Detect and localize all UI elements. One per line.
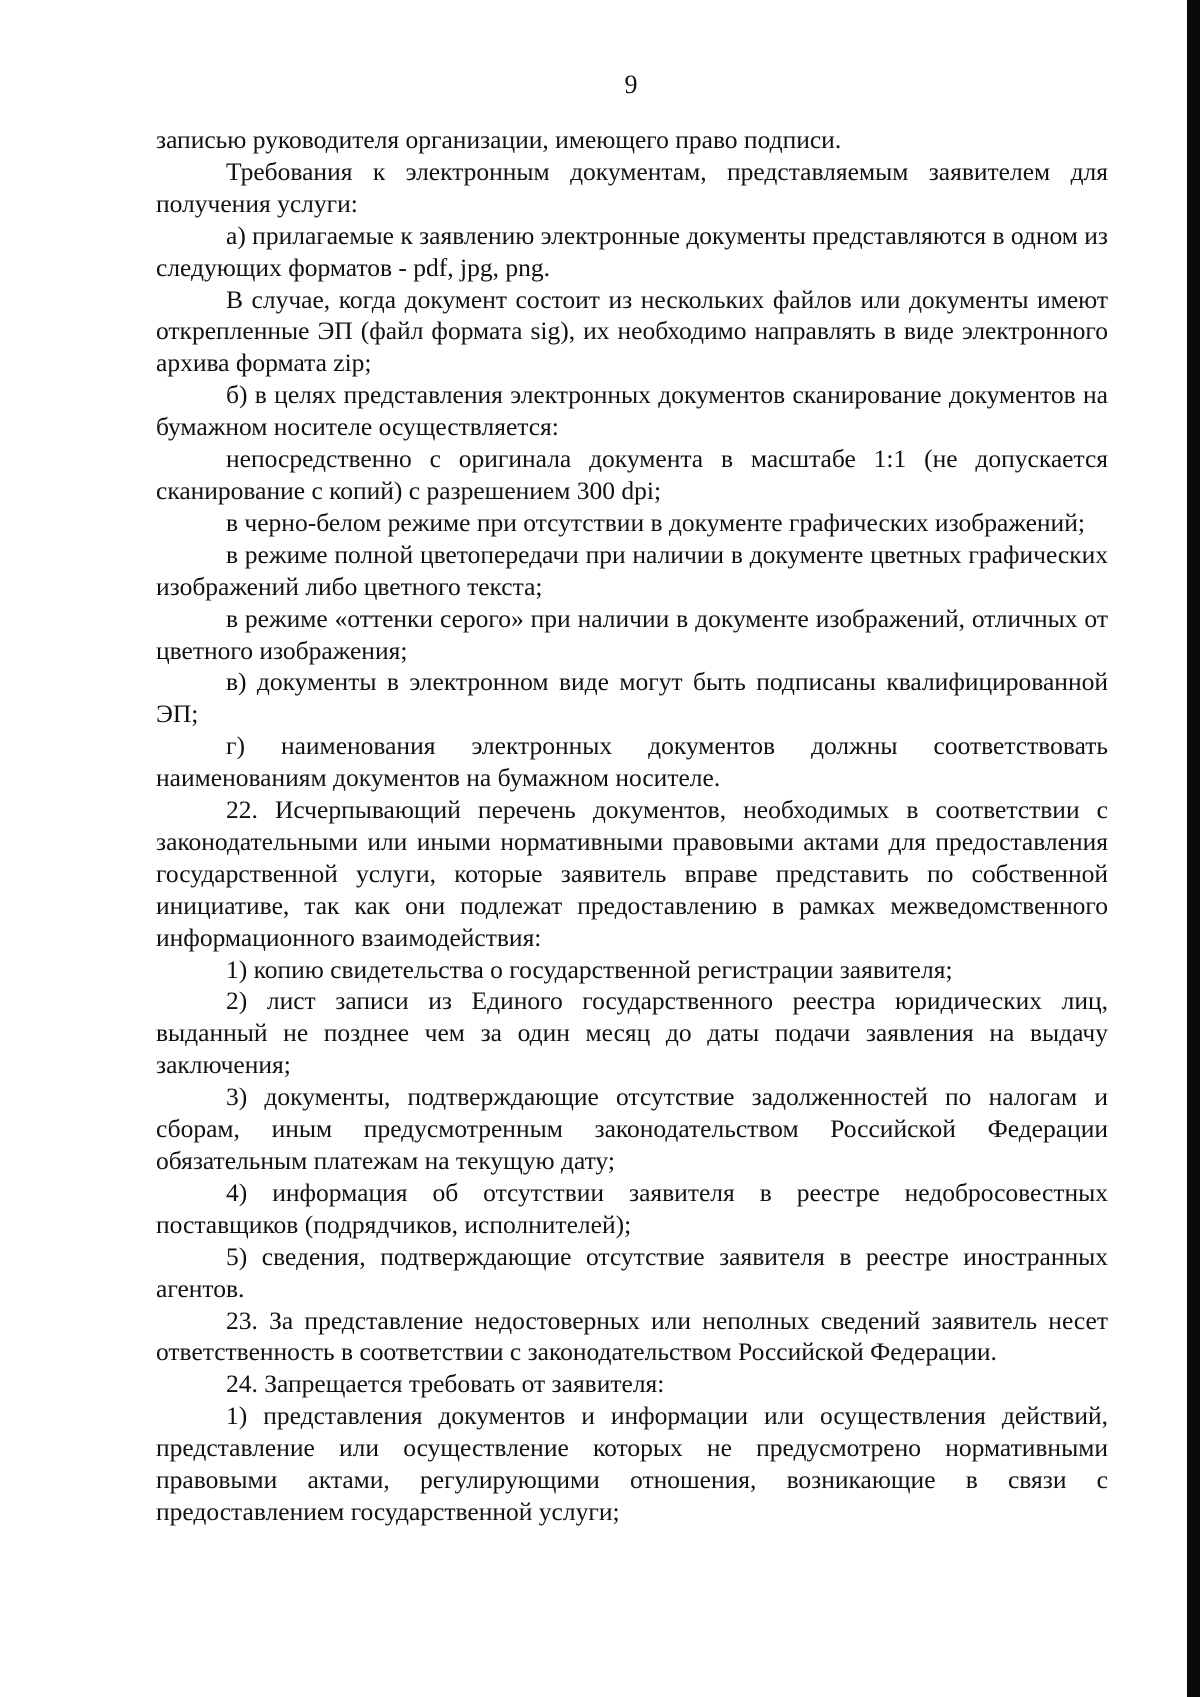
paragraph: в режиме полной цветопередачи при наличии в документе цветных графических изображений либо цветного текста;	[156, 539, 1108, 601]
paragraph: непосредственно с оригинала документа в масштабе 1:1 (не допускается сканирование с копий) с разрешением 300 dpi;	[156, 444, 1108, 505]
document-body	[156, 124, 1108, 1528]
paragraph: 22. Исчерпывающий перечень документов, необходимых в соответствии с законодательными или иными нормативными правовыми актами для предоставления государственной услуги, которые заявитель вправе представить по собственной инициативе, так как они подлежат предоставлению в рамках межведомственного информационного взаимодействия:	[156, 795, 1108, 952]
paragraph: записью руководителя организации, имеющего право подписи.	[156, 125, 842, 154]
scan-edge-border	[1187, 0, 1200, 1697]
paragraph: в режиме «оттенки серого» при наличии в документе изображений, отличных от цветного изображения;	[156, 603, 1108, 665]
paragraph: 24. Запрещается требовать от заявителя:	[226, 1369, 665, 1399]
paragraph: б) в целях представления электронных документов сканирование документов на бумажном носителе осуществляется:	[156, 380, 1108, 442]
paragraph: 3) документы, подтверждающие отсутствие задолженностей по налогам и сборам, иным предусмотренным законодательством Российской Федерации обязательным платежам на текущую дату;	[156, 1082, 1108, 1175]
paragraph: 5) сведения, подтверждающие отсутствие заявителя в реестре иностранных агентов.	[156, 1241, 1108, 1303]
paragraph: в) документы в электронном виде могут быть подписаны квалифицированной ЭП;	[156, 667, 1108, 729]
paragraph: 1) копию свидетельства о государственной регистрации заявителя;	[226, 954, 953, 984]
paragraph: 2) лист записи из Единого государственного реестра юридических лиц, выданный не позднее чем за один месяц до даты подачи заявления на выдачу заключения;	[156, 986, 1108, 1080]
paragraph: в черно-белом режиме при отсутствии в документе графических изображений;	[226, 507, 1085, 537]
paragraph: Требования к электронным документам, представляемым заявителем для получения услуги:	[156, 156, 1108, 218]
page-number: 9	[624, 70, 638, 99]
paragraph: 4) информация об отсутствии заявителя в реестре недобросовестных поставщиков (подрядчиков, исполнителей);	[156, 1177, 1108, 1239]
paragraph: В случае, когда документ состоит из нескольких файлов или документы имеют открепленные ЭП (файл формата sig), их необходимо направлять в виде электронного архива формата zip;	[156, 284, 1108, 378]
paragraph: а) прилагаемые к заявлению электронные документы представляются в одном из следующих форматов - pdf, jpg, png.	[156, 220, 1108, 282]
paragraph: 1) представления документов и информации или осуществления действий, представление или осуществление которых не предусмотрено нормативными правовыми актами, регулирующими отношения, возникающие в связи с предоставлением государственной услуги;	[156, 1401, 1108, 1526]
paragraph: 23. За представление недостоверных или неполных сведений заявитель несет ответственность в соответствии с законодательством Российской Федерации.	[156, 1305, 1108, 1367]
paragraph: г) наименования электронных документов должны соответствовать наименованиям документов на бумажном носителе.	[156, 731, 1108, 793]
